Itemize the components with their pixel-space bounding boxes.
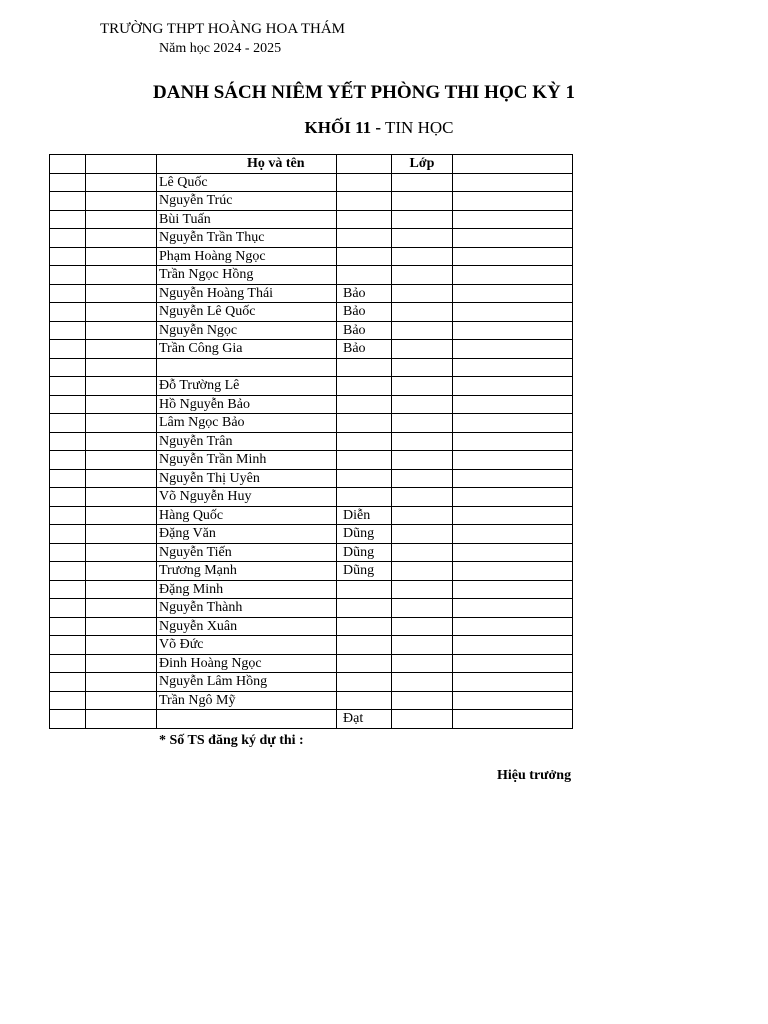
cell-class: [392, 210, 453, 229]
cell-index: [50, 340, 86, 359]
cell-index: [50, 266, 86, 285]
cell-first-name: [337, 469, 392, 488]
table-row: [50, 395, 573, 414]
cell-last-name: Nguyễn Trân: [157, 432, 337, 451]
cell-note: [453, 303, 573, 322]
table-row: [50, 580, 573, 599]
cell-last-name: Lâm Ngọc Bảo: [157, 414, 337, 433]
cell-index: [50, 580, 86, 599]
cell-note: [453, 395, 573, 414]
cell-note: [453, 562, 573, 581]
cell-index: [50, 654, 86, 673]
cell-class: [392, 525, 453, 544]
cell-index: [50, 284, 86, 303]
table-row: [50, 488, 573, 507]
header-cell-class: Lớp: [392, 155, 453, 174]
cell-class: [392, 266, 453, 285]
cell-code: [86, 543, 157, 562]
cell-note: [453, 358, 573, 377]
cell-class: [392, 469, 453, 488]
cell-code: [86, 488, 157, 507]
cell-index: [50, 321, 86, 340]
cell-note: [453, 340, 573, 359]
cell-first-name: [337, 192, 392, 211]
cell-first-name: [337, 173, 392, 192]
cell-note: [453, 377, 573, 396]
cell-last-name: Trần Ngọc Hồng: [157, 266, 337, 285]
cell-code: [86, 284, 157, 303]
cell-code: [86, 377, 157, 396]
cell-first-name: [337, 414, 392, 433]
cell-note: [453, 673, 573, 692]
cell-index: [50, 414, 86, 433]
cell-class: [392, 617, 453, 636]
cell-note: [453, 636, 573, 655]
cell-index: [50, 710, 86, 729]
cell-index: [50, 488, 86, 507]
cell-first-name: Bảo: [337, 284, 392, 303]
cell-code: [86, 525, 157, 544]
cell-class: [392, 432, 453, 451]
cell-class: [392, 395, 453, 414]
table-row: [50, 562, 573, 581]
header-cell-last-name: Họ và tên: [157, 155, 337, 174]
cell-code: [86, 599, 157, 618]
cell-note: [453, 710, 573, 729]
cell-index: [50, 395, 86, 414]
cell-code: [86, 636, 157, 655]
table-row: [50, 432, 573, 451]
cell-index: [50, 192, 86, 211]
cell-class: [392, 247, 453, 266]
cell-note: [453, 210, 573, 229]
cell-code: [86, 654, 157, 673]
cell-last-name: Võ Đức: [157, 636, 337, 655]
table-row: [50, 192, 573, 211]
table-row: [50, 710, 573, 729]
header-cell-note: [453, 155, 573, 174]
cell-class: [392, 451, 453, 470]
cell-first-name: [337, 636, 392, 655]
table-row: [50, 654, 573, 673]
cell-last-name: Nguyễn Lâm Hồng: [157, 673, 337, 692]
cell-index: [50, 599, 86, 618]
header-cell-code: [86, 155, 157, 174]
cell-class: [392, 229, 453, 248]
table-row: [50, 636, 573, 655]
cell-note: [453, 469, 573, 488]
cell-class: [392, 321, 453, 340]
cell-last-name: Đinh Hoàng Ngọc: [157, 654, 337, 673]
cell-last-name: Nguyễn Lê Quốc: [157, 303, 337, 322]
cell-code: [86, 469, 157, 488]
cell-index: [50, 691, 86, 710]
cell-first-name: [337, 488, 392, 507]
cell-code: [86, 506, 157, 525]
cell-note: [453, 321, 573, 340]
cell-class: [392, 173, 453, 192]
cell-first-name: Dũng: [337, 562, 392, 581]
cell-last-name: Nguyễn Ngọc: [157, 321, 337, 340]
table-row: [50, 210, 573, 229]
cell-index: [50, 506, 86, 525]
cell-first-name: [337, 377, 392, 396]
school-year: Năm học 2024 - 2025: [159, 41, 282, 56]
grade-label: KHỐI 11 -: [304, 118, 382, 137]
cell-last-name: Trần Ngô Mỹ: [157, 691, 337, 710]
cell-index: [50, 377, 86, 396]
cell-code: [86, 229, 157, 248]
cell-code: [86, 580, 157, 599]
cell-last-name: [157, 358, 337, 377]
cell-first-name: [337, 691, 392, 710]
cell-note: [453, 173, 573, 192]
cell-first-name: [337, 673, 392, 692]
cell-note: [453, 580, 573, 599]
cell-note: [453, 229, 573, 248]
cell-note: [453, 599, 573, 618]
cell-class: [392, 284, 453, 303]
cell-note: [453, 488, 573, 507]
cell-note: [453, 654, 573, 673]
cell-note: [453, 525, 573, 544]
cell-note: [453, 247, 573, 266]
cell-code: [86, 192, 157, 211]
cell-index: [50, 617, 86, 636]
table-row: [50, 525, 573, 544]
header-cell-index: [50, 155, 86, 174]
cell-index: [50, 247, 86, 266]
cell-code: [86, 395, 157, 414]
cell-note: [453, 432, 573, 451]
cell-class: [392, 340, 453, 359]
table-row: [50, 247, 573, 266]
cell-last-name: [157, 710, 337, 729]
cell-class: [392, 562, 453, 581]
cell-last-name: Đỗ Trường Lê: [157, 377, 337, 396]
cell-index: [50, 358, 86, 377]
cell-code: [86, 173, 157, 192]
cell-last-name: Nguyễn Tiến: [157, 543, 337, 562]
cell-class: [392, 377, 453, 396]
cell-first-name: [337, 599, 392, 618]
cell-class: [392, 599, 453, 618]
cell-index: [50, 229, 86, 248]
table-row: [50, 469, 573, 488]
table-body: [50, 173, 573, 728]
cell-code: [86, 710, 157, 729]
cell-last-name: Đặng Minh: [157, 580, 337, 599]
cell-last-name: Lê Quốc: [157, 173, 337, 192]
cell-note: [453, 543, 573, 562]
document-title: DANH SÁCH NIÊM YẾT PHÒNG THI HỌC KỲ 1: [153, 82, 575, 103]
table-row: [50, 506, 573, 525]
cell-note: [453, 506, 573, 525]
cell-first-name: Dũng: [337, 525, 392, 544]
cell-first-name: Bảo: [337, 303, 392, 322]
cell-index: [50, 173, 86, 192]
table-header-row: [50, 155, 573, 174]
cell-last-name: Nguyễn Trúc: [157, 192, 337, 211]
cell-note: [453, 192, 573, 211]
cell-code: [86, 451, 157, 470]
cell-last-name: Nguyễn Trần Minh: [157, 451, 337, 470]
cell-last-name: Nguyễn Hoàng Thái: [157, 284, 337, 303]
cell-note: [453, 617, 573, 636]
cell-code: [86, 691, 157, 710]
cell-first-name: [337, 247, 392, 266]
cell-class: [392, 580, 453, 599]
cell-code: [86, 673, 157, 692]
table-row: [50, 321, 573, 340]
cell-first-name: Bảo: [337, 321, 392, 340]
table-row: [50, 303, 573, 322]
cell-first-name: [337, 580, 392, 599]
registered-count-label: * Số TS đăng ký dự thi :: [159, 733, 304, 748]
table-row: [50, 451, 573, 470]
cell-index: [50, 543, 86, 562]
cell-class: [392, 414, 453, 433]
cell-class: [392, 506, 453, 525]
table-row: [50, 543, 573, 562]
cell-index: [50, 673, 86, 692]
cell-note: [453, 691, 573, 710]
cell-class: [392, 303, 453, 322]
cell-note: [453, 284, 573, 303]
cell-code: [86, 266, 157, 285]
cell-first-name: [337, 395, 392, 414]
cell-last-name: Hàng Quốc: [157, 506, 337, 525]
document-subtitle: [0, 118, 758, 138]
header-cell-first-name: [337, 155, 392, 174]
cell-first-name: [337, 210, 392, 229]
cell-code: [86, 562, 157, 581]
table-row: [50, 377, 573, 396]
cell-first-name: [337, 358, 392, 377]
cell-first-name: [337, 266, 392, 285]
cell-index: [50, 562, 86, 581]
cell-last-name: Võ Nguyễn Huy: [157, 488, 337, 507]
cell-last-name: Đặng Văn: [157, 525, 337, 544]
cell-class: [392, 543, 453, 562]
cell-code: [86, 617, 157, 636]
cell-first-name: Đạt: [337, 710, 392, 729]
cell-note: [453, 414, 573, 433]
table-row: [50, 266, 573, 285]
cell-class: [392, 488, 453, 507]
school-name: TRƯỜNG THPT HOÀNG HOA THÁM: [100, 21, 345, 37]
cell-last-name: Trần Công Gia: [157, 340, 337, 359]
cell-last-name: Nguyễn Thành: [157, 599, 337, 618]
cell-class: [392, 636, 453, 655]
cell-index: [50, 210, 86, 229]
cell-code: [86, 303, 157, 322]
cell-class: [392, 358, 453, 377]
cell-first-name: [337, 432, 392, 451]
cell-index: [50, 525, 86, 544]
cell-first-name: Bảo: [337, 340, 392, 359]
cell-first-name: [337, 617, 392, 636]
table-row: [50, 599, 573, 618]
cell-index: [50, 303, 86, 322]
cell-code: [86, 321, 157, 340]
cell-last-name: Hồ Nguyễn Bảo: [157, 395, 337, 414]
cell-class: [392, 192, 453, 211]
cell-class: [392, 654, 453, 673]
cell-first-name: Dũng: [337, 543, 392, 562]
cell-code: [86, 210, 157, 229]
cell-first-name: [337, 654, 392, 673]
table-row: [50, 414, 573, 433]
table-row: [50, 229, 573, 248]
table-row: [50, 358, 573, 377]
cell-last-name: Phạm Hoàng Ngọc: [157, 247, 337, 266]
cell-last-name: Nguyễn Trần Thục: [157, 229, 337, 248]
table-row: [50, 340, 573, 359]
cell-class: [392, 691, 453, 710]
cell-last-name: Nguyễn Thị Uyên: [157, 469, 337, 488]
table-row: [50, 691, 573, 710]
cell-last-name: Bùi Tuấn: [157, 210, 337, 229]
cell-first-name: [337, 229, 392, 248]
cell-code: [86, 247, 157, 266]
principal-signature-label: Hiệu trưởng: [497, 768, 572, 783]
table-row: [50, 673, 573, 692]
cell-index: [50, 636, 86, 655]
exam-roster-table: [49, 154, 573, 729]
cell-code: [86, 414, 157, 433]
table-row: [50, 617, 573, 636]
cell-code: [86, 358, 157, 377]
table-row: [50, 284, 573, 303]
cell-last-name: Nguyễn Xuân: [157, 617, 337, 636]
cell-class: [392, 673, 453, 692]
subject-label: TIN HỌC: [385, 118, 454, 137]
cell-index: [50, 432, 86, 451]
cell-last-name: Trương Mạnh: [157, 562, 337, 581]
cell-note: [453, 451, 573, 470]
cell-code: [86, 432, 157, 451]
cell-first-name: Diễn: [337, 506, 392, 525]
cell-code: [86, 340, 157, 359]
table-row: [50, 173, 573, 192]
cell-class: [392, 710, 453, 729]
cell-index: [50, 451, 86, 470]
cell-first-name: [337, 451, 392, 470]
cell-note: [453, 266, 573, 285]
cell-index: [50, 469, 86, 488]
